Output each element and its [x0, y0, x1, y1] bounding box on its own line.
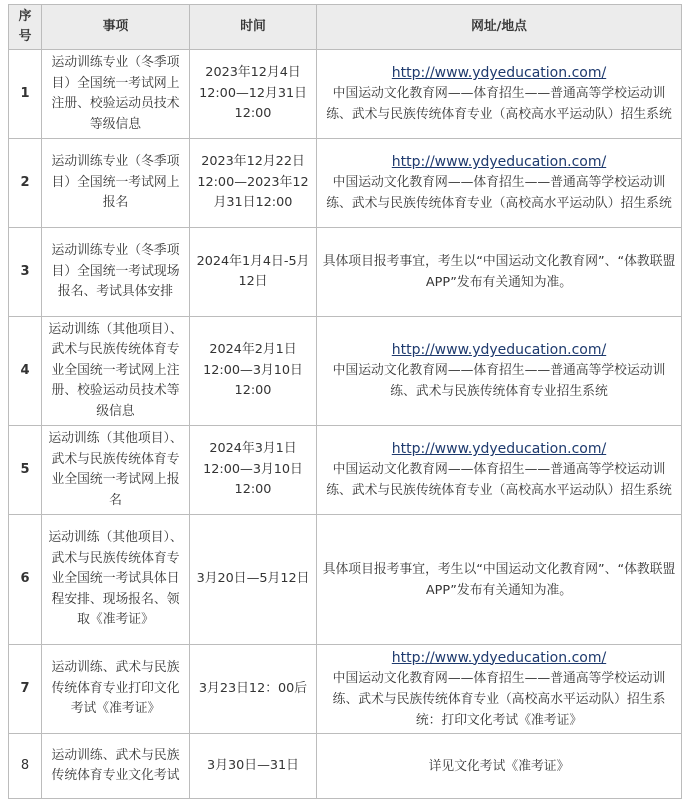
row-number: 5 — [9, 426, 42, 515]
schedule-table — [8, 4, 682, 799]
row-time: 3月20日—5月12日 — [190, 515, 317, 645]
row-time: 2024年2月1日12:00—3月10日12:00 — [190, 317, 317, 426]
table-row — [9, 317, 682, 426]
header-no: 序号 — [9, 5, 42, 50]
row-item: 运动训练（其他项目）、武术与民族传统体育专业全国统一考试网上注册、校验运动员技术等级信息 — [42, 317, 190, 426]
row-number: 6 — [9, 515, 42, 645]
row-time: 2023年12月4日12:00—12月31日12:00 — [190, 50, 317, 139]
row-number: 7 — [9, 645, 42, 734]
row-location — [317, 317, 682, 426]
table-row — [9, 50, 682, 139]
table-row — [9, 139, 682, 228]
location-description: 中国运动文化教育网——体育招生——普通高等学校运动训练、武术与民族传统体育专业招生系统 — [332, 363, 666, 399]
table-row — [9, 645, 682, 734]
row-number: 2 — [9, 139, 42, 228]
row-number: 1 — [9, 50, 42, 139]
header-location: 网址/地点 — [317, 5, 682, 50]
table-row — [9, 228, 682, 317]
table-header-row — [9, 5, 682, 50]
row-item: 运动训练专业（冬季项目）全国统一考试网上报名 — [42, 139, 190, 228]
location-description: 详见文化考试《准考证》 — [428, 758, 570, 774]
header-item: 事项 — [42, 5, 190, 50]
table-row — [9, 734, 682, 799]
website-link[interactable]: http://www.ydyeducation.com/ — [391, 649, 607, 666]
location-description: 中国运动文化教育网——体育招生——普通高等学校运动训练、武术与民族传统体育专业（高校高水平运动队）招生系统 — [326, 175, 672, 211]
row-item: 运动训练专业（冬季项目）全国统一考试网上注册、校验运动员技术等级信息 — [42, 50, 190, 139]
website-link[interactable]: http://www.ydyeducation.com/ — [391, 342, 607, 358]
row-location — [317, 426, 682, 515]
row-item: 运动训练、武术与民族传统体育专业打印文化考试《准考证》 — [42, 645, 190, 734]
row-time: 2023年12月22日12:00—2023年12月31日12:00 — [190, 139, 317, 228]
row-location — [317, 645, 682, 734]
row-number: 3 — [9, 228, 42, 317]
row-location — [317, 734, 682, 799]
row-time: 2024年1月4日-5月12日 — [190, 228, 317, 317]
row-number: 4 — [9, 317, 42, 426]
location-description: 中国运动文化教育网——体育招生——普通高等学校运动训练、武术与民族传统体育专业（高校高水平运动队）招生系统 — [326, 462, 672, 498]
row-time: 3月30日—31日 — [190, 734, 317, 799]
row-item: 运动训练、武术与民族传统体育专业文化考试 — [42, 734, 190, 799]
website-link[interactable]: http://www.ydyeducation.com/ — [391, 154, 607, 170]
row-item: 运动训练专业（冬季项目）全国统一考试现场报名、考试具体安排 — [42, 228, 190, 317]
row-time: 3月23日12：00后 — [190, 645, 317, 734]
website-link[interactable]: http://www.ydyeducation.com/ — [391, 65, 607, 81]
row-item: 运动训练（其他项目）、武术与民族传统体育专业全国统一考试网上报名 — [42, 426, 190, 515]
location-description: 中国运动文化教育网——体育招生——普通高等学校运动训练、武术与民族传统体育专业（高校高水平运动队）招生系统：打印文化考试《准考证》 — [332, 670, 666, 728]
table-row — [9, 426, 682, 515]
location-description: 中国运动文化教育网——体育招生——普通高等学校运动训练、武术与民族传统体育专业（高校高水平运动队）招生系统 — [326, 86, 672, 122]
header-time: 时间 — [190, 5, 317, 50]
row-number: 8 — [9, 734, 42, 799]
table-row — [9, 515, 682, 645]
row-location — [317, 139, 682, 228]
row-location — [317, 50, 682, 139]
row-location — [317, 228, 682, 317]
location-description: 具体项目报考事宜，考生以“中国运动文化教育网”、“体教联盟APP”发布有关通知为准。 — [322, 561, 676, 598]
website-link[interactable]: http://www.ydyeducation.com/ — [391, 441, 607, 457]
row-location — [317, 515, 682, 645]
row-item: 运动训练（其他项目）、武术与民族传统体育专业全国统一考试具体日程安排、现场报名、领取《准考证》 — [42, 515, 190, 645]
location-description: 具体项目报考事宜，考生以“中国运动文化教育网”、“体教联盟APP”发布有关通知为准。 — [322, 254, 676, 290]
row-time: 2024年3月1日12:00—3月10日12:00 — [190, 426, 317, 515]
